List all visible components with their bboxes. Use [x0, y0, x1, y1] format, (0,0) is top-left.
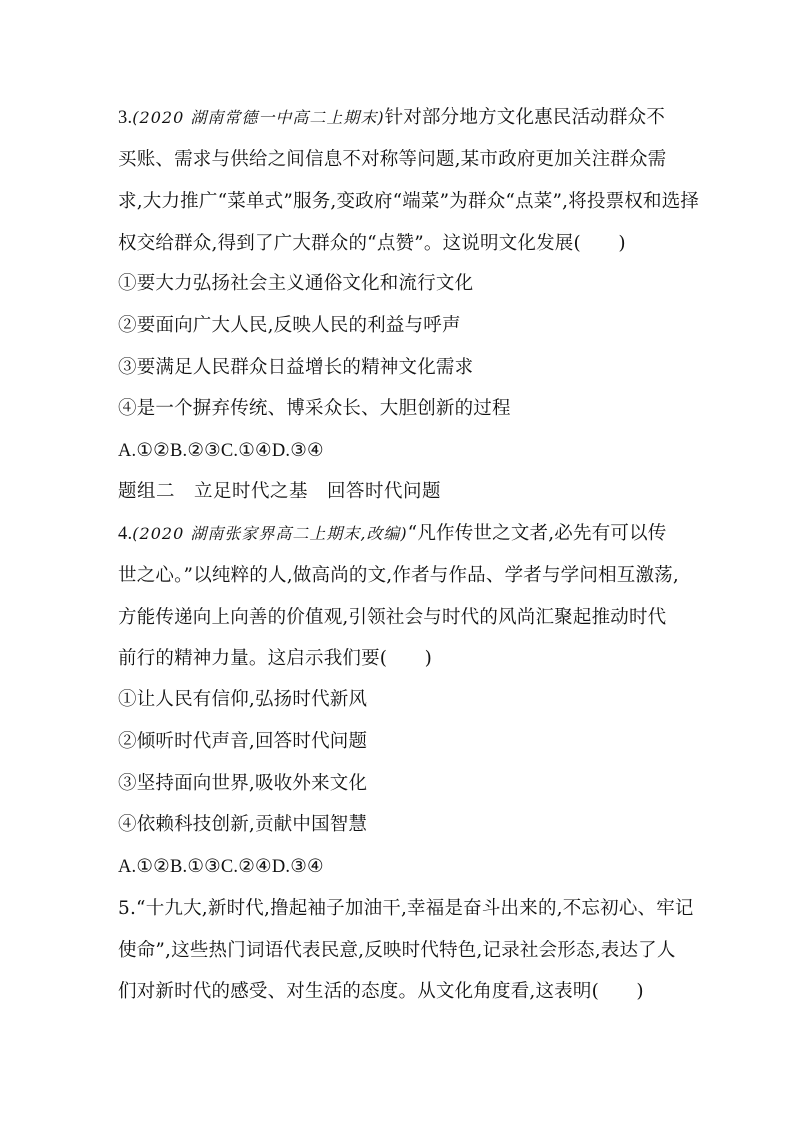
q4-number: 4. — [118, 524, 133, 544]
q5-line-2: 使命”,这些热门词语代表民意,反映时代特色,记录社会形态,表达了人 — [118, 940, 676, 961]
q3-source: (2020 湖南常德一中高二上期末) — [132, 108, 385, 127]
q4-line-1 — [118, 522, 698, 546]
q4-line-4: 前行的精神力量。这启示我们要( ) — [118, 648, 433, 669]
q3-number: 3. — [118, 108, 133, 128]
q3-line-3: 求,大力推广“菜单式”服务,变政府“端菜”为群众“点菜”,将投票权和选择 — [118, 191, 700, 212]
q4-line-1-text: “凡作传世之文者,必先有可以传 — [407, 523, 667, 544]
q3-line-4: 权交给群众,得到了广大群众的“点赞”。这说明文化发展( ) — [118, 233, 626, 254]
q4-line-3: 方能传递向上向善的价值观,引领社会与时代的风尚汇聚起推动时代 — [118, 607, 667, 628]
q3-line-2: 买账、需求与供给之间信息不对称等问题,某市政府更加关注群众需 — [118, 149, 667, 170]
group-2-heading: 题组二 立足时代之基 回答时代问题 — [118, 481, 442, 502]
q4-option-4: ④依赖科技创新,贡献中国智慧 — [118, 814, 368, 835]
q3-line-1 — [118, 106, 698, 130]
q5-line-3: 们对新时代的感受、对生活的态度。从文化角度看,这表明( ) — [118, 981, 644, 1002]
q4-source: (2020 湖南张家界高二上期末,改编) — [132, 524, 408, 543]
q3-option-2: ②要面向广大人民,反映人民的利益与呼声 — [118, 315, 461, 336]
q4-answer-choices: A.①②B.①③C.②④D.③④ — [118, 857, 324, 877]
q3-option-3: ③要满足人民群众日益增长的精神文化需求 — [118, 357, 474, 378]
q3-option-1: ①要大力弘扬社会主义通俗文化和流行文化 — [118, 273, 474, 294]
q4-option-2: ②倾听时代声音,回答时代问题 — [118, 731, 368, 752]
q4-line-2: 世之心。”以纯粹的人,做高尚的文,作者与作品、学者与学问相互激荡, — [118, 565, 679, 586]
q4-option-1: ①让人民有信仰,弘扬时代新风 — [118, 689, 368, 710]
q5-line-1: 5.“十九大,新时代,撸起袖子加油干,幸福是奋斗出来的,不忘初心、牢记 — [118, 898, 694, 919]
q3-answer-choices: A.①②B.②③C.①④D.③④ — [118, 441, 324, 461]
q4-option-3: ③坚持面向世界,吸收外来文化 — [118, 773, 368, 794]
q3-option-4: ④是一个摒弃传统、博采众长、大胆创新的过程 — [118, 398, 511, 419]
q3-line-1-text: 针对部分地方文化惠民活动群众不 — [384, 107, 666, 128]
